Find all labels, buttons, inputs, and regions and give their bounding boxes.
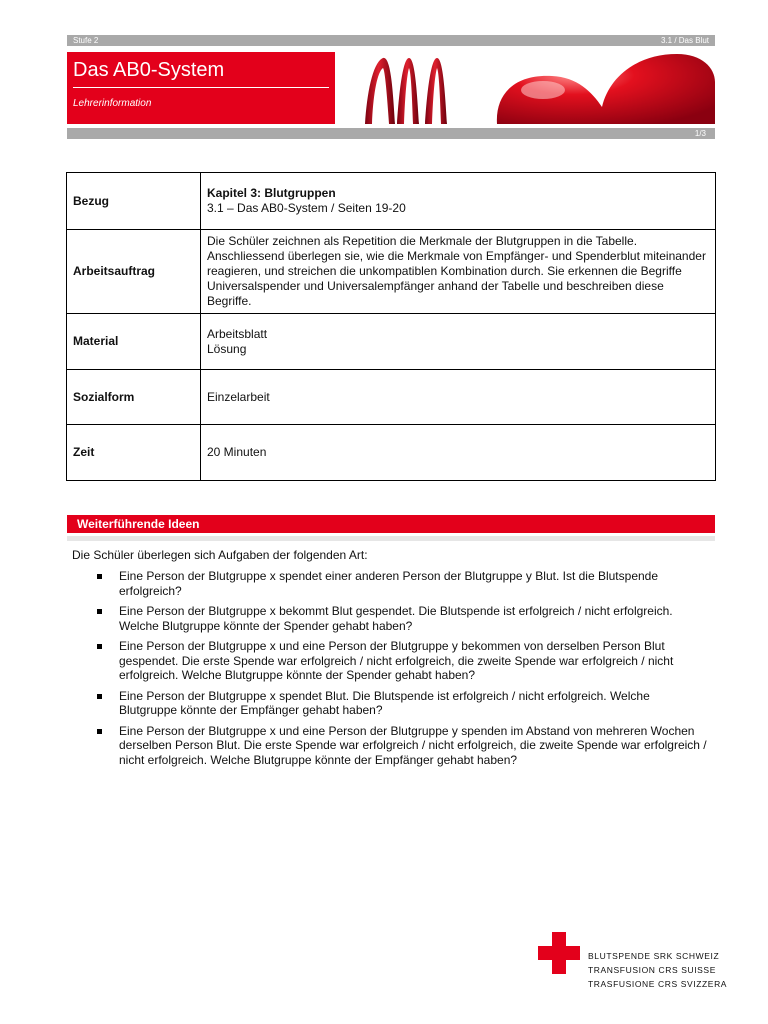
row-label: Sozialform [67,370,201,425]
logo-text [588,949,727,991]
blood-vessel-heart-illustration [337,52,715,124]
row-content: Einzelarbeit [201,370,716,425]
logo-line-fr: TRANSFUSION CRS SUISSE [588,965,716,975]
row-content: 20 Minuten [201,425,716,481]
logo-line-it: TRASFUSIONE CRS SVIZZERA [588,979,728,989]
list-item [72,639,710,683]
ideas-intro: Die Schüler überlegen sich Aufgaben der folgenden Art: [72,548,368,562]
page-number-bar [67,128,715,139]
bullet-icon [97,694,102,699]
bullet-icon [97,609,102,614]
table-row [67,425,716,481]
list-item-text: Eine Person der Blutgruppe x spendet einer anderen Person der Blutgruppe y Blut. Ist die Blutspende erfolgreich? [119,569,659,598]
list-item [72,604,710,633]
title-block [67,52,335,124]
ideas-list [72,569,710,773]
list-item [72,724,710,768]
bullet-icon [97,729,102,734]
table-row [67,230,716,314]
red-cross-icon [538,932,580,974]
bullet-icon [97,574,102,579]
table-row [67,370,716,425]
page-number: 1/3 [694,129,706,138]
logo-line-de: BLUTSPENDE SRK SCHWEIZ [588,951,720,961]
list-item [72,689,710,718]
list-item-text: Eine Person der Blutgruppe x spendet Blut. Die Blutspende ist erfolgreich / nicht erfolgreich. Welche Blutgruppe könnte der Empfänger gehabt haben? [119,688,650,717]
list-item-text: Eine Person der Blutgruppe x und eine Person der Blutgruppe y spenden im Abstand von mehreren Wochen derselben Person Blut. Die erste Spende war erfolgreich / nicht erfolgreich, die zweite Spende war erfolgreich / nicht erfolgreich. Welche Blutgruppe könnte der Empfänger gehabt haben? [119,723,707,767]
table-row [67,173,716,230]
page-title: Das AB0-System [73,59,225,81]
header-top-bar [67,35,715,46]
section-heading-bar [67,515,715,533]
list-item [72,569,710,598]
list-item-text: Eine Person der Blutgruppe x bekommt Blut gespendet. Die Blutspende ist erfolgreich / nicht erfolgreich. Welche Blutgruppe könnte der Spender gehabt haben? [119,604,673,633]
row-label: Material [67,314,201,370]
row-label: Arbeitsauftrag [67,230,201,314]
row-content [201,314,716,370]
srk-logo [538,932,738,992]
bullet-icon [97,644,102,649]
lesson-info-table [66,172,716,481]
blood-drops-icon [337,52,715,124]
row-label: Zeit [67,425,201,481]
table-row [67,314,716,370]
page-subtitle: Lehrerinformation [73,98,152,109]
row-label: Bezug [67,173,201,230]
section-heading: Weiterführende Ideen [77,517,200,531]
chapter-reference: 3.1 – Das AB0-System / Seiten 19-20 [207,201,406,215]
row-content: Die Schüler zeichnen als Repetition die Merkmale der Blutgruppen in die Tabelle. Anschliessend überlegen sie, wie die Merkmale von Empfänger- und Spenderblut miteinander reagieren, und streichen die unkompatiblen Kombination durch. Sie erkennen die Begriffe Universalspender und Universalempfänger anhand der Tabelle und beschreiben diese Begriffe. [201,230,716,314]
chapter-heading: Kapitel 3: Blutgruppen [207,186,336,200]
row-content [201,173,716,230]
material-item: Arbeitsblatt [207,326,268,341]
list-item-text: Eine Person der Blutgruppe x und eine Person der Blutgruppe y bekommen von derselben Person Blut gespendet. Die erste Spende war erfolgreich / nicht erfolgreich, die zweite Spende war erfolgreich / nicht erfolgreich. Welche Blutgruppe könnte der Spender gehabt haben? [119,639,674,682]
level-label: Stufe 2 [73,36,99,45]
section-label: 3.1 / Das Blut [660,36,709,45]
section-divider [67,536,715,541]
title-divider [73,87,329,88]
material-item: Lösung [207,341,247,356]
